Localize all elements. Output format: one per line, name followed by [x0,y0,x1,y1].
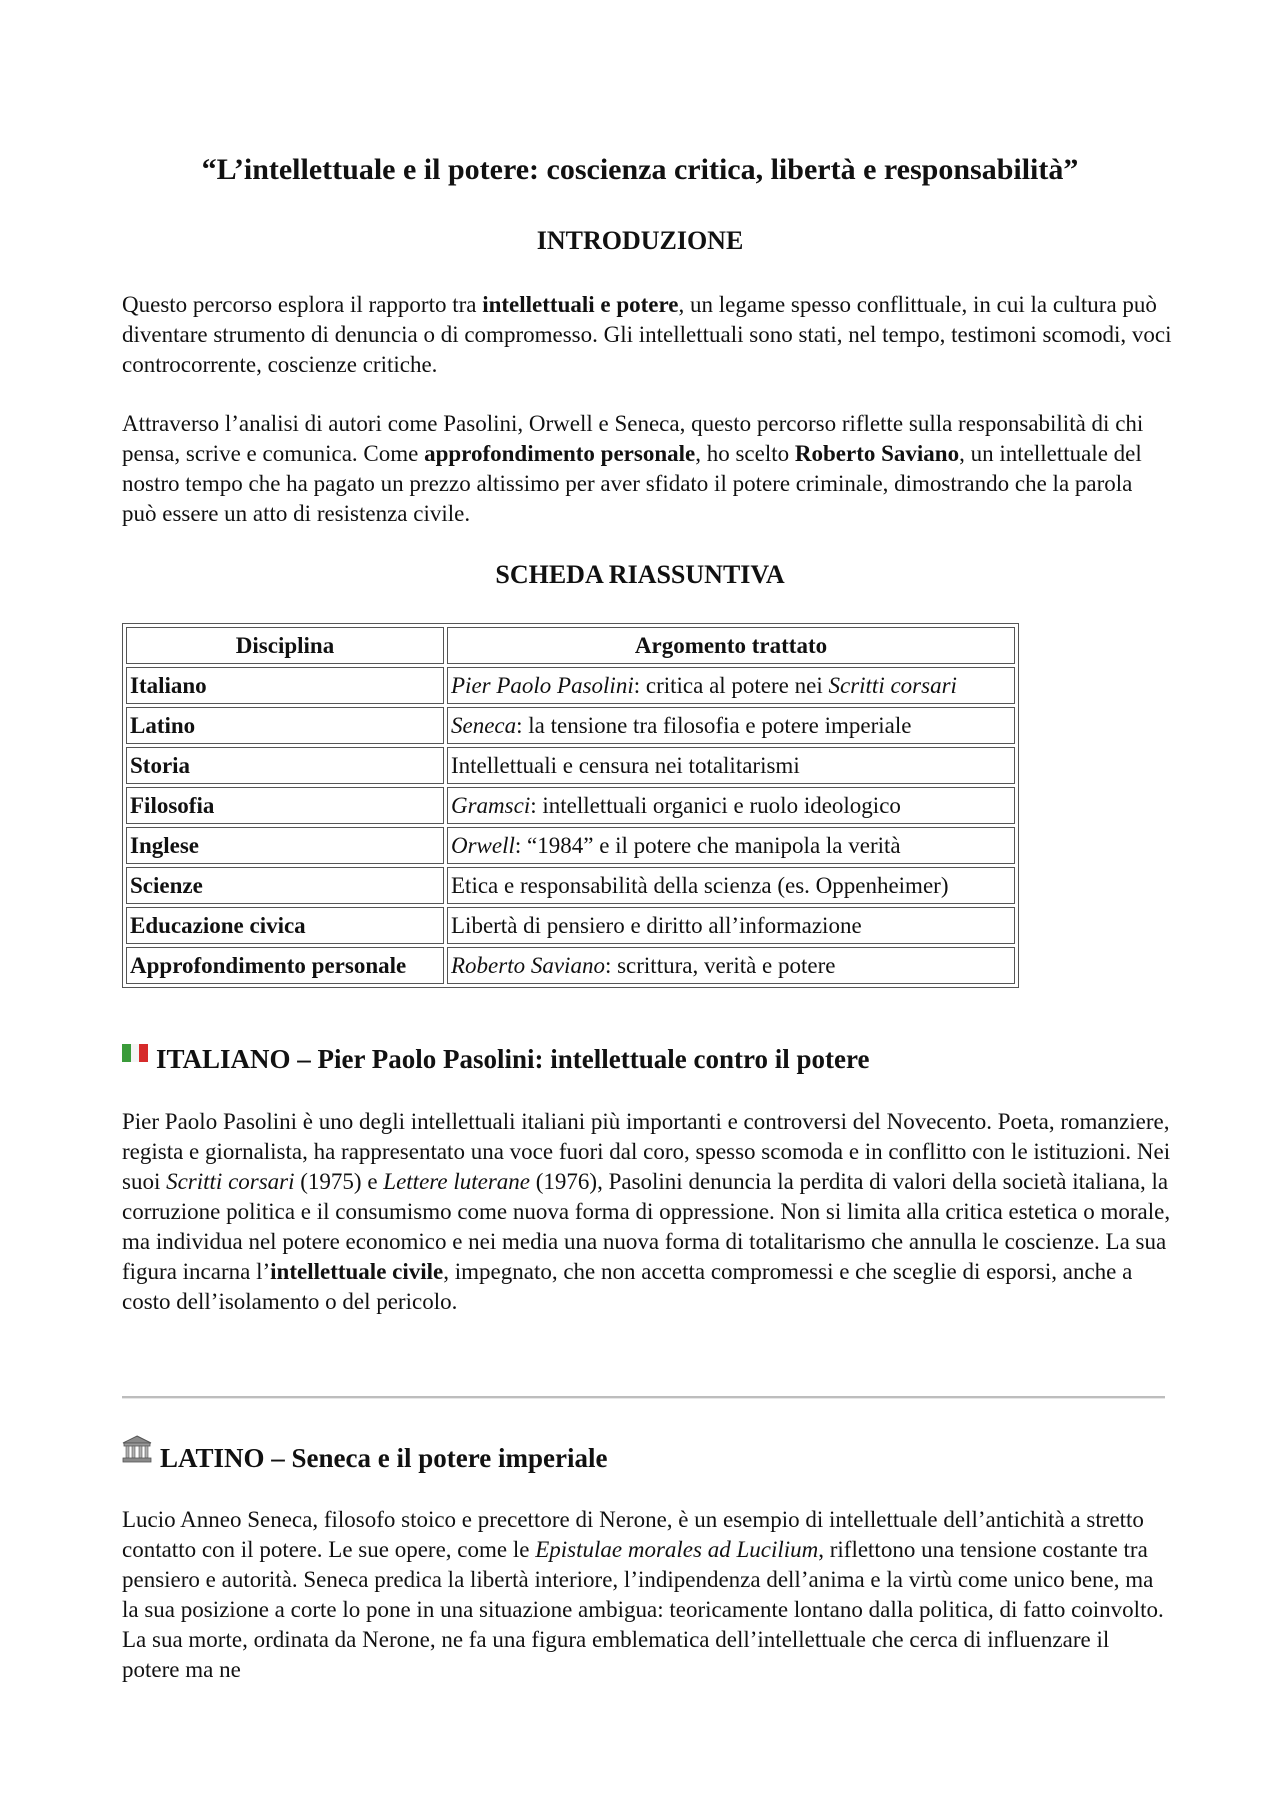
topic-text: : la tensione tra filosofia e potere imperiale [516,713,912,738]
latino-section-heading [122,1441,607,1476]
topic-text: : intellettuali organici e ruolo ideologico [530,793,901,818]
topic-author: Pier Paolo Pasolini [451,673,634,698]
topic-author: Roberto Saviano [451,953,605,978]
table-row [126,947,1015,984]
italiano-paragraph [122,1107,1172,1317]
cell-discipline: Filosofia [126,787,444,824]
cell-topic [447,867,1015,904]
table-header-row [126,627,1015,664]
cell-discipline: Inglese [126,827,444,864]
topic-author: Gramsci [451,793,531,818]
cell-topic [447,827,1015,864]
text-run: Attraverso l’analisi di autori come Pasolini, Orwell e Seneca, questo percorso riflette sulla responsabilità di chi pensa, scrive e comunica. Come [122,411,1144,466]
cell-discipline: Italiano [126,667,444,704]
bold-run: intellettuale civile [270,1259,444,1284]
cell-topic [447,947,1015,984]
italic-run: Scritti corsari [166,1169,295,1194]
italiano-heading-text: ITALIANO – Pier Paolo Pasolini: intellettuale contro il potere [156,1044,870,1074]
topic-author: Seneca [451,713,517,738]
topic-text: Etica e responsabilità della scienza (es. Oppenheimer) [451,873,949,898]
topic-text: : scrittura, verità e potere [604,953,836,978]
topic-text: Intellettuali e censura nei totalitarismi [451,753,800,778]
italic-run: Lettere luterane [383,1169,530,1194]
cell-discipline: Storia [126,747,444,784]
italic-run: Epistulae morales ad Lucilium [535,1537,819,1562]
summary-heading: SCHEDA RIASSUNTIVA [495,560,785,589]
intro-heading: INTRODUZIONE [536,226,744,255]
italiano-section-heading [122,1044,869,1075]
table-body [126,667,1015,984]
classical-building-icon [122,1435,152,1470]
table-row [126,747,1015,784]
table-row [126,667,1015,704]
summary-table [122,623,1019,988]
cell-topic [447,667,1015,704]
table-row [126,707,1015,744]
cell-topic [447,907,1015,944]
topic-author: Orwell [451,833,515,858]
intro-paragraph-1 [122,290,1172,380]
text-run: , un legame spesso conflittuale, in cui la cultura può diventare strumento di denuncia o di compromesso. Gli intellettuali sono stati, nel tempo, testimoni scomodi, voci controcorrente, coscienze critiche. [122,292,1172,377]
cell-discipline: Scienze [126,867,444,904]
italian-flag-icon [122,1038,148,1069]
text-run: , riflettono una tensione costante tra pensiero e autorità. Seneca predica la libertà interiore, l’indipendenza dell’anima e la virtù come unico bene, ma la sua posizione a corte lo pone in una situazione ambigua: teoricamente lontano dalla politica, di fatto coinvolto. La sua morte, ordinata da Nerone, ne fa una figura emblematica dell’intellettuale che cerca di influenzare il potere ma ne [122,1537,1164,1682]
cell-discipline: Approfondimento personale [126,947,444,984]
table-row [126,907,1015,944]
cell-topic [447,787,1015,824]
text-run: , un intellettuale del nostro tempo che ha pagato un prezzo altissimo per aver sfidato il potere criminale, dimostrando che la parola può essere un atto di resistenza civile. [122,441,1142,526]
table-row [126,787,1015,824]
text-run: Lucio Anneo Seneca, filosofo stoico e precettore di Nerone, è un esempio di intellettuale dell’antichità a stretto contatto con il potere. Le sue opere, come le [122,1507,1144,1562]
latino-heading-text: LATINO – Seneca e il potere imperiale [160,1443,608,1473]
document-title: “L’intellettuale e il potere: coscienza critica, libertà e responsabilità” [201,153,1079,186]
bold-run: approfondimento personale [424,441,696,466]
topic-work: Scritti corsari [828,673,957,698]
topic-text: : critica al potere nei [633,673,829,698]
text-run: (1976), Pasolini denuncia la perdita di valori della società italiana, la corruzione politica e il consumismo come nuova forma di oppressione. Non si limita alla critica estetica o morale, ma individua nel potere economico e nei media una nuova forma di totalitarismo che annulla le coscienze. La sua figura incarna l’ [122,1169,1171,1284]
intro-paragraph-2 [122,409,1172,529]
cell-discipline: Latino [126,707,444,744]
latino-paragraph [122,1505,1172,1685]
column-header-discipline: Disciplina [126,627,444,664]
text-run: , ho scelto [695,441,795,466]
text-run: Questo percorso esplora il rapporto tra [122,292,483,317]
text-run: Pier Paolo Pasolini è uno degli intellettuali italiani più importanti e controversi del Novecento. Poeta, romanziere, regista e giornalista, ha rappresentato una voce fuori dal coro, spesso scomoda e in conflitto con le istituzioni. Nei suoi [122,1109,1171,1194]
column-header-topic: Argomento trattato [447,627,1015,664]
text-run: , impegnato, che non accetta compromessi e che sceglie di esporsi, anche a costo dell’isolamento o del pericolo. [122,1259,1133,1314]
cell-discipline: Educazione civica [126,907,444,944]
bold-run: intellettuali e potere [482,292,679,317]
topic-text: Libertà di pensiero e diritto all’informazione [451,913,862,938]
table-row [126,867,1015,904]
section-divider [122,1396,1165,1399]
bold-run: Roberto Saviano [794,441,960,466]
table-row [126,827,1015,864]
cell-topic [447,747,1015,784]
text-run: (1975) e [294,1169,384,1194]
topic-text: : “1984” e il potere che manipola la verità [514,833,901,858]
cell-topic [447,707,1015,744]
